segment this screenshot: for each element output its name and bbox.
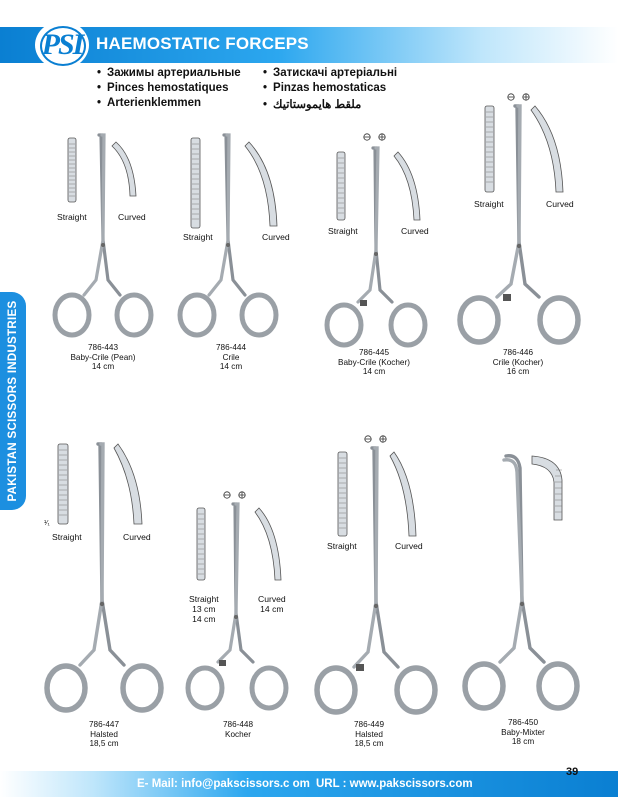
straight-label: Straight: [189, 594, 219, 604]
caption-786-445: [324, 348, 424, 377]
product-code: 786-450: [507, 718, 539, 727]
product-name: Crile: [222, 352, 240, 362]
translation-ru: • Зажимы артериальные: [97, 67, 241, 79]
caption-786-450: [473, 718, 573, 747]
page-title: HAEMOSTATIC FORCEPS: [96, 34, 309, 53]
straight-label-786-448: [189, 594, 219, 624]
footer-email-link[interactable]: E- Mail: info@pakscissors.c om: [137, 778, 310, 790]
product-code: 786-446: [502, 348, 534, 357]
forceps-786-447-image: [38, 440, 168, 720]
side-tab-text: PAKISTAN SCISSORS INDUSTRIES: [7, 300, 19, 502]
forceps-786-445-image: [322, 130, 434, 350]
translation-ua: • Затискачі артеріальні: [263, 67, 397, 79]
curved-label-786-446: Curved: [546, 199, 574, 209]
product-code: 786-449: [353, 720, 385, 729]
straight-label-786-446: Straight: [474, 199, 504, 209]
product-name: Crile (Kocher): [492, 357, 544, 367]
logo-text: PSI: [41, 28, 83, 61]
product-size: 14 cm: [219, 362, 243, 371]
product-size: 16 cm: [506, 367, 530, 376]
product-code: 786-444: [215, 343, 247, 352]
forceps-786-446-image: [455, 92, 585, 350]
product-code: 786-443: [87, 343, 119, 352]
forceps-786-449-image: [312, 432, 440, 722]
product-size: 18 cm: [511, 737, 535, 746]
curved-size: 14 cm: [260, 604, 284, 614]
caption-786-446: [468, 348, 568, 377]
product-code: 786-447: [88, 720, 120, 729]
straight-label-786-444: Straight: [183, 232, 213, 242]
translation-es: • Pinzas hemostaticas: [263, 82, 386, 94]
page-number: 39: [566, 766, 579, 778]
straight-label-786-445: Straight: [328, 226, 358, 236]
ratio-label-786-447: ¹⁄₁: [44, 520, 50, 527]
curved-label-786-443: Curved: [118, 212, 146, 222]
curved-label-786-447: Curved: [123, 532, 151, 542]
product-size: 14 cm: [362, 367, 386, 376]
curved-label-786-448: [258, 594, 286, 614]
forceps-786-443-image: [50, 130, 160, 345]
product-code: 786-445: [358, 348, 390, 357]
caption-786-449: [319, 720, 419, 749]
straight-jaw-detail: [68, 138, 76, 202]
caption-786-447: [54, 720, 154, 749]
caption-786-443: [53, 343, 153, 372]
footer-url-link[interactable]: URL : www.pakscissors.com: [316, 778, 473, 790]
product-name: Halsted: [90, 729, 118, 739]
straight-size-1: 13 cm: [192, 604, 216, 614]
straight-label-786-449: Straight: [327, 541, 357, 551]
curved-jaw-detail: [112, 142, 136, 196]
caption-786-444: [181, 343, 281, 372]
header-bar: [0, 27, 618, 63]
product-size: 18,5 cm: [89, 739, 119, 748]
product-size: 14 cm: [91, 362, 115, 371]
product-name: Kocher: [225, 729, 251, 739]
straight-size-2: 14 cm: [192, 614, 216, 624]
forceps-786-450-image: [460, 450, 585, 718]
curved-label: Curved: [258, 594, 286, 604]
caption-786-448: [188, 720, 288, 739]
straight-label-786-443: Straight: [57, 212, 87, 222]
translation-de: • Arterienklemmen: [97, 97, 201, 109]
product-name: Baby-Crile (Pean): [70, 352, 136, 362]
product-name: Halsted: [355, 729, 383, 739]
curved-label-786-445: Curved: [401, 226, 429, 236]
product-size: 18,5 cm: [354, 739, 384, 748]
curved-label-786-444: Curved: [262, 232, 290, 242]
curved-label-786-449: Curved: [395, 541, 423, 551]
product-name: Baby-Crile (Kocher): [338, 357, 410, 367]
straight-label-786-447: Straight: [52, 532, 82, 542]
translation-ar: • ملقط هايموستاتيك: [263, 97, 361, 111]
psi-logo: [38, 24, 86, 66]
product-code: 786-448: [222, 720, 254, 729]
product-name: Baby-Mixter: [501, 727, 545, 737]
translation-fr: • Pinces hemostatiques: [97, 82, 228, 94]
